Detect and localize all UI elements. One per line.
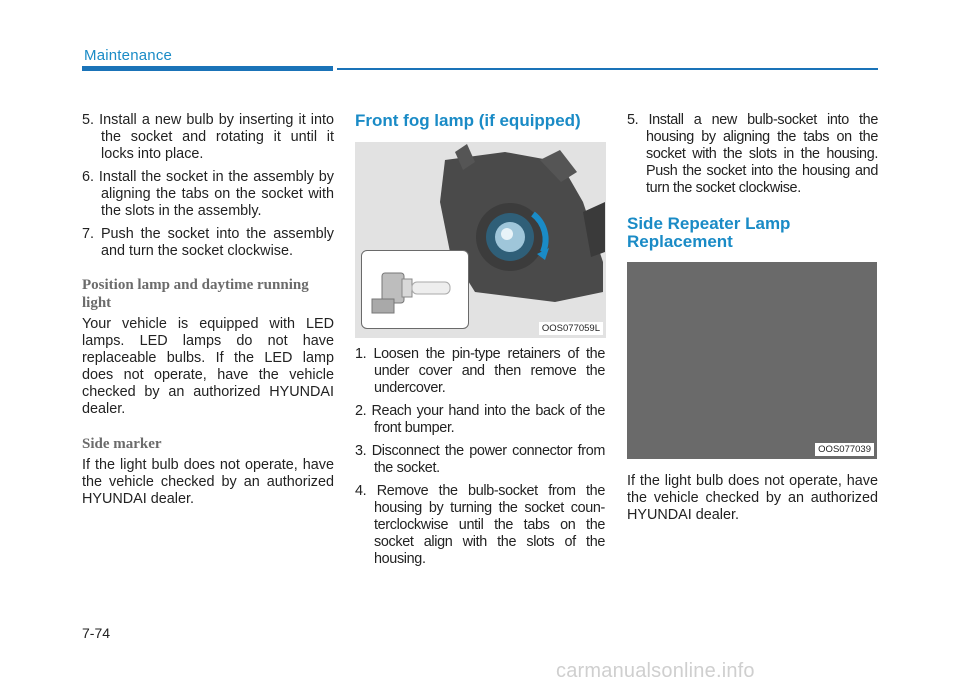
section-title: Maintenance [84,47,173,64]
column-right [627,112,878,524]
step-item: 7. Push the socket into the assembly and turn the socket clockwise. [82,226,334,259]
position-lamp-body: Your vehicle is equipped with LED lamps. LED lamps do not have replaceable bulbs. If the LED lamp does not operate, have the vehicle checked by an authorized HYUNDAI dealer. [82,316,334,417]
fog-lamp-heading: Front fog lamp (if equipped) [355,111,581,130]
bulb-install-steps [82,112,334,260]
column-middle [355,112,605,574]
header-rule-thick [82,66,333,71]
step-item: 1. Loosen the pin-type retainers of the under cover and then remove the undercover. [355,346,605,396]
column-left [82,112,334,508]
figure-code: OOS077039 [815,443,874,456]
side-marker-body: If the light bulb does not operate, have the vehicle checked by an authorized HYUNDAI dealer. [82,457,334,507]
bulb-socket-inset [361,250,469,329]
step-item: 5. Install a new bulb-socket into the housing by aligning the tabs on the socket with the slots in the housing. Push the socket into the housing and turn the socket clockwise. [627,112,878,196]
side-repeater-body: If the light bulb does not operate, have the vehicle checked by an authorized HYUNDAI dealer. [627,473,878,523]
figure-code: OOS077059L [539,322,603,335]
side-repeater-figure [627,262,877,459]
side-marker-heading: Side marker [82,436,162,452]
fog-lamp-figure [355,142,606,338]
position-lamp-heading: Position lamp and daytime running light [82,277,309,311]
step-item: 4. Remove the bulb-socket from the housing by turning the socket coun-terclockwise until the tabs on the socket align with the slots of the housing. [355,483,605,567]
side-repeater-heading: Side Repeater Lamp Replacement [627,214,791,251]
fog-lamp-steps [355,346,605,568]
bulb-socket-icon [362,251,468,328]
fog-lamp-steps-continued [627,112,878,197]
step-item: 2. Reach your hand into the back of the front bumper. [355,403,605,436]
step-item: 5. Install a new bulb by inserting it into the socket and rotating it until it locks into place. [82,112,335,162]
step-item: 6. Install the socket in the assembly by aligning the tabs on the socket with the slots in the assembly. [82,169,334,219]
page-number: 7-74 [82,625,111,641]
step-item: 3. Disconnect the power connector from the socket. [355,443,605,476]
watermark: carmanualsonline.info [556,660,755,682]
header-rule-thin [337,68,878,70]
